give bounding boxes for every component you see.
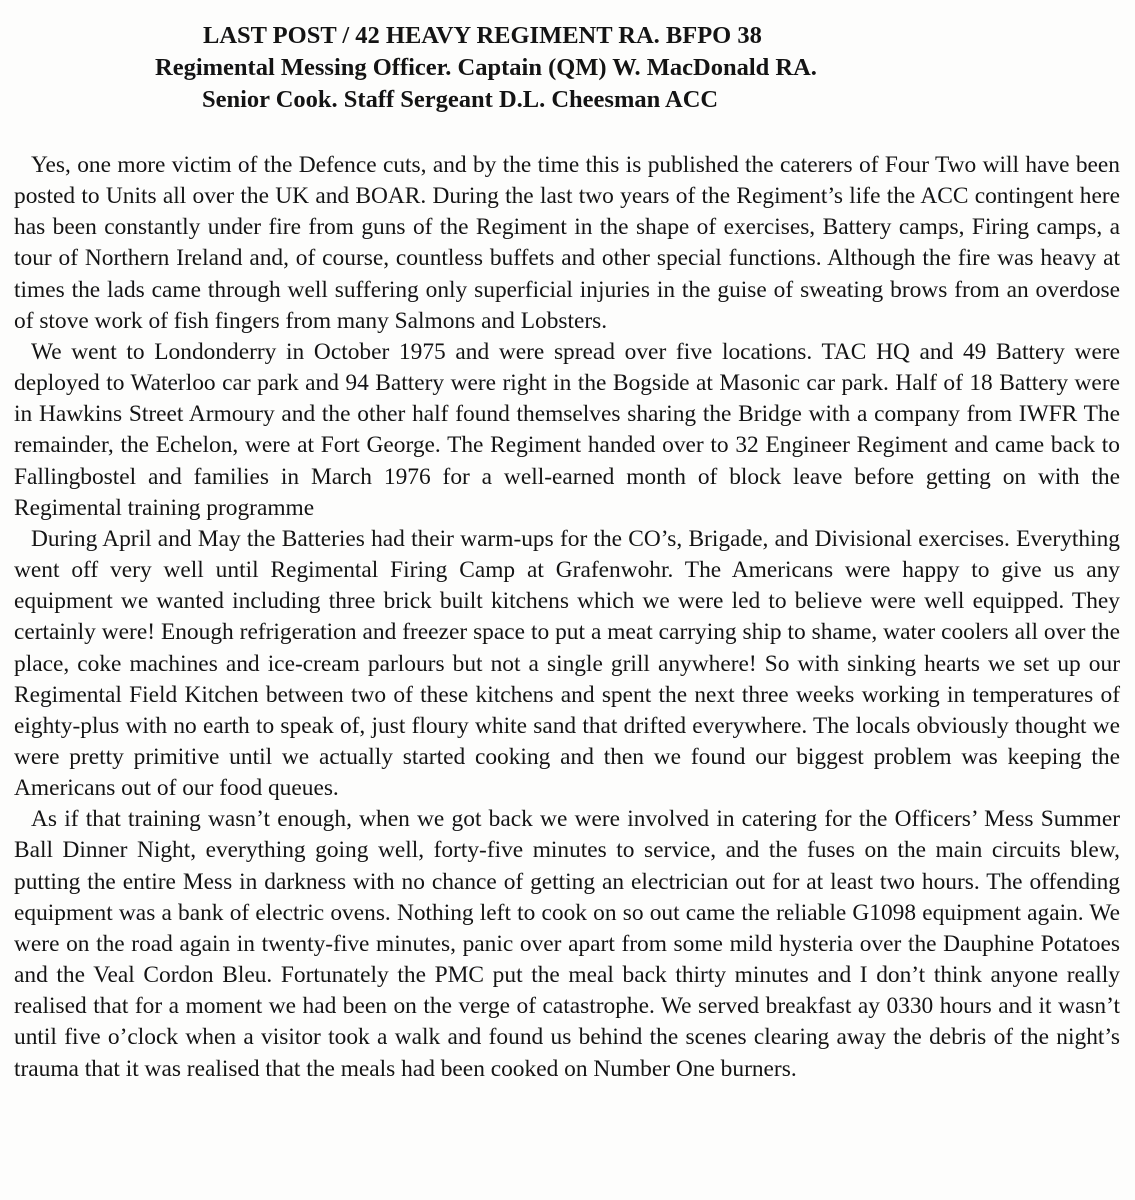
document-title: LAST POST / 42 HEAVY REGIMENT RA. BFPO 38 [203,22,762,49]
senior-cook-line: Senior Cook. Staff Sergeant D.L. Cheesman ACC [202,86,719,113]
article-body [14,150,1120,1085]
paragraph-grafenwohr: During April and May the Batteries had their warm-ups for the CO’s, Brigade, and Divisional exercises. Everything went off very well until Regimental Firing Camp at Grafenwohr. The Americans were happy to give us any equipment we wanted including three brick built kitchens which we were led to believe were well equipped. They certainly were! Enough refrigeration and freezer space to put a meat carrying ship to shame, water coolers all over the place, coke machines and ice-cream parlours but not a single grill anywhere! So with sinking hearts we set up our Regimental Field Kitchen between two of these kitchens and spent the next three weeks working in temperatures of eighty-plus with no earth to speak of, just floury white sand that drifted everywhere. The locals obviously thought we were pretty primitive until we actually started cooking and then we found our biggest problem was keeping the Americans out of our food queues. [14,525,1120,802]
paragraph-defence-cuts: Yes, one more victim of the Defence cuts, and by the time this is published the caterers of Four Two will have been posted to Units all over the UK and BOAR. During the last two years of the Regiment’s life the ACC contingent here has been constantly under fire from guns of the Regiment in the shape of exercises, Battery camps, Firing camps, a tour of Northern Ireland and, of course, countless buffets and other special functions. Although the fire was heavy at times the lads came through well suffering only superficial injuries in the guise of sweating brows from an overdose of stove work of fish fingers from many Salmons and Lobsters. [14,152,1120,334]
messing-officer-line: Regimental Messing Officer. Captain (QM) W. MacDonald RA. [155,54,817,81]
paragraph-londonderry: We went to Londonderry in October 1975 and were spread over five locations. TAC HQ and 49 Battery were deployed to Waterloo car park and 94 Battery were right in the Bogside at Masonic car park. Half of 18 Battery were in Hawkins Street Armoury and the other half found themselves sharing the Bridge with a company from IWFR The remainder, the Echelon, were at Fort George. The Regiment handed over to 32 Engineer Regiment and came back to Fallingbostel and families in March 1976 for a well-earned month of block leave before getting on with the Regimental training programme [14,338,1120,521]
paragraph-summer-ball: As if that training wasn’t enough, when we got back we were involved in catering for the Officers’ Mess Summer Ball Dinner Night, everything going well, forty-five minutes to service, and the fuses on the main circuits blew, putting the entire Mess in darkness with no chance of getting an electrician out for at least two hours. The offending equipment was a bank of electric ovens. Nothing left to cook on so out came the reliable G1098 equipment again. We were on the road again in twenty-five minutes, panic over apart from some mild hysteria over the Dauphine Potatoes and the Veal Cordon Bleu. Fortunately the PMC put the meal back thirty minutes and I don’t think anyone really realised that for a moment we had been on the verge of catastrophe. We served breakfast ay 0330 hours and it wasn’t until five o’clock when a visitor took a walk and found us behind the scenes clearing away the debris of the night’s trauma that it was realised that the meals had been cooked on Number One burners. [14,806,1120,1082]
